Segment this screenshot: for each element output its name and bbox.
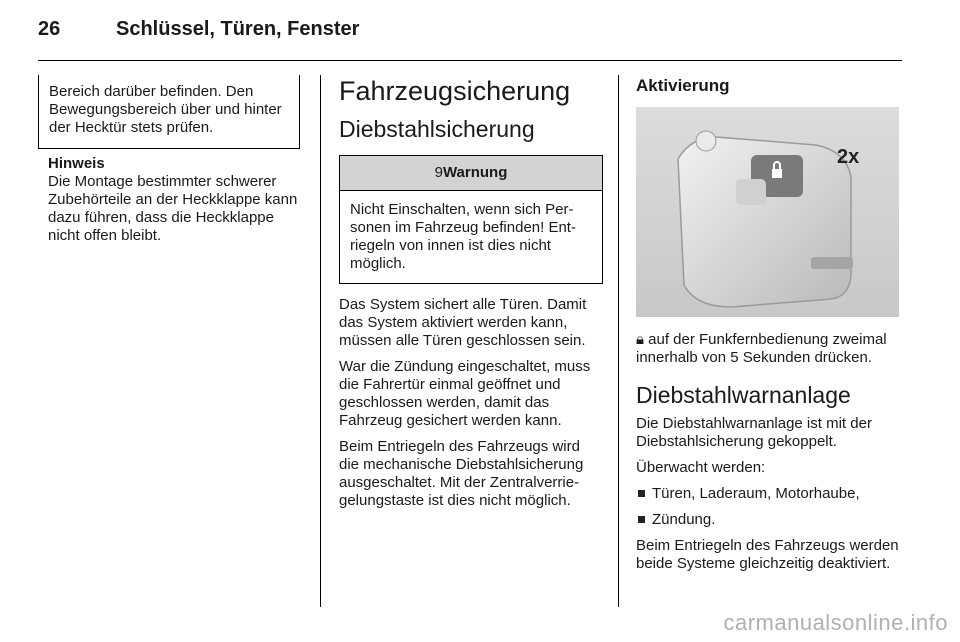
heading-diebstahlsicherung: Diebstahlsicherung	[339, 116, 535, 142]
boxed-continuation-text: Bereich darüber befinden. Den Bewegungsbereich über und hinter der Hecktür stets prüfen.	[49, 83, 282, 136]
warning-header	[340, 156, 602, 191]
boxed-continuation	[38, 75, 300, 149]
watermark: carmanualsonline.info	[723, 610, 948, 635]
header-rule	[38, 60, 902, 61]
monitored-list	[636, 485, 902, 529]
key-fob-image	[636, 107, 899, 317]
press-count-label: 2x	[837, 146, 860, 168]
paragraph: Beim Entriegeln des Fahrzeugs wird die mechanische Diebstahlsicherung ausgeschaltet. Mit der Zentralverriegelungstaste ist dies nicht möglich.	[339, 438, 584, 509]
heading-aktivierung: Aktivierung	[636, 76, 730, 95]
monitored-label: Überwacht werden:	[636, 459, 766, 476]
column-divider-2	[618, 75, 619, 607]
lock-icon: 🔒︎	[636, 331, 649, 348]
activation-text-body: auf der Funkfernbedienung zweimal innerhalb von 5 Sekunden drücken.	[636, 331, 887, 366]
warning-box	[339, 155, 603, 284]
column-2	[339, 75, 603, 518]
alarm-intro: Die Diebstahlwarnanlage ist mit der Diebstahlsicherung gekoppelt.	[636, 415, 872, 450]
list-item: Zündung.	[636, 511, 902, 529]
paragraph: Das System sichert alle Türen. Damit das System aktiviert werden kann, müssen alle Türen geschlossen sein.	[339, 296, 587, 349]
page-number: 26	[38, 18, 61, 40]
note-title: Hinweis	[48, 155, 105, 172]
warning-icon: 9	[434, 164, 443, 181]
heading-diebstahlwarnanlage: Diebstahlwarnanlage	[636, 382, 851, 408]
paragraph: War die Zündung eingeschaltet, muss die Fahrertür einmal geöffnet und geschlossen werden, damit das Fahrzeug gesichert werden kann.	[339, 358, 591, 429]
activation-text	[636, 331, 902, 367]
alarm-closing: Beim Entriegeln des Fahrzeugs werden beide Systeme gleichzeitig deaktiviert.	[636, 537, 899, 572]
column-divider-1	[320, 75, 321, 607]
note-text: Die Montage bestimmter schwerer Zubehörteile an der Heckklappe kann dazu führen, dass die Heckklappe nicht offen bleibt.	[48, 173, 298, 244]
heading-fahrzeugsicherung: Fahrzeugsicherung	[339, 76, 571, 106]
warning-text: Nicht Einschalten, wenn sich Personen im Fahrzeug befinden! Entriegeln von innen ist dies nicht möglich.	[350, 201, 576, 272]
page-header	[38, 18, 359, 41]
note	[48, 155, 308, 245]
chapter-title: Schlüssel, Türen, Fenster	[116, 18, 360, 40]
warning-title: Warnung	[442, 164, 508, 181]
column-3	[636, 75, 902, 581]
list-item: Türen, Laderaum, Motorhaube,	[636, 485, 902, 503]
